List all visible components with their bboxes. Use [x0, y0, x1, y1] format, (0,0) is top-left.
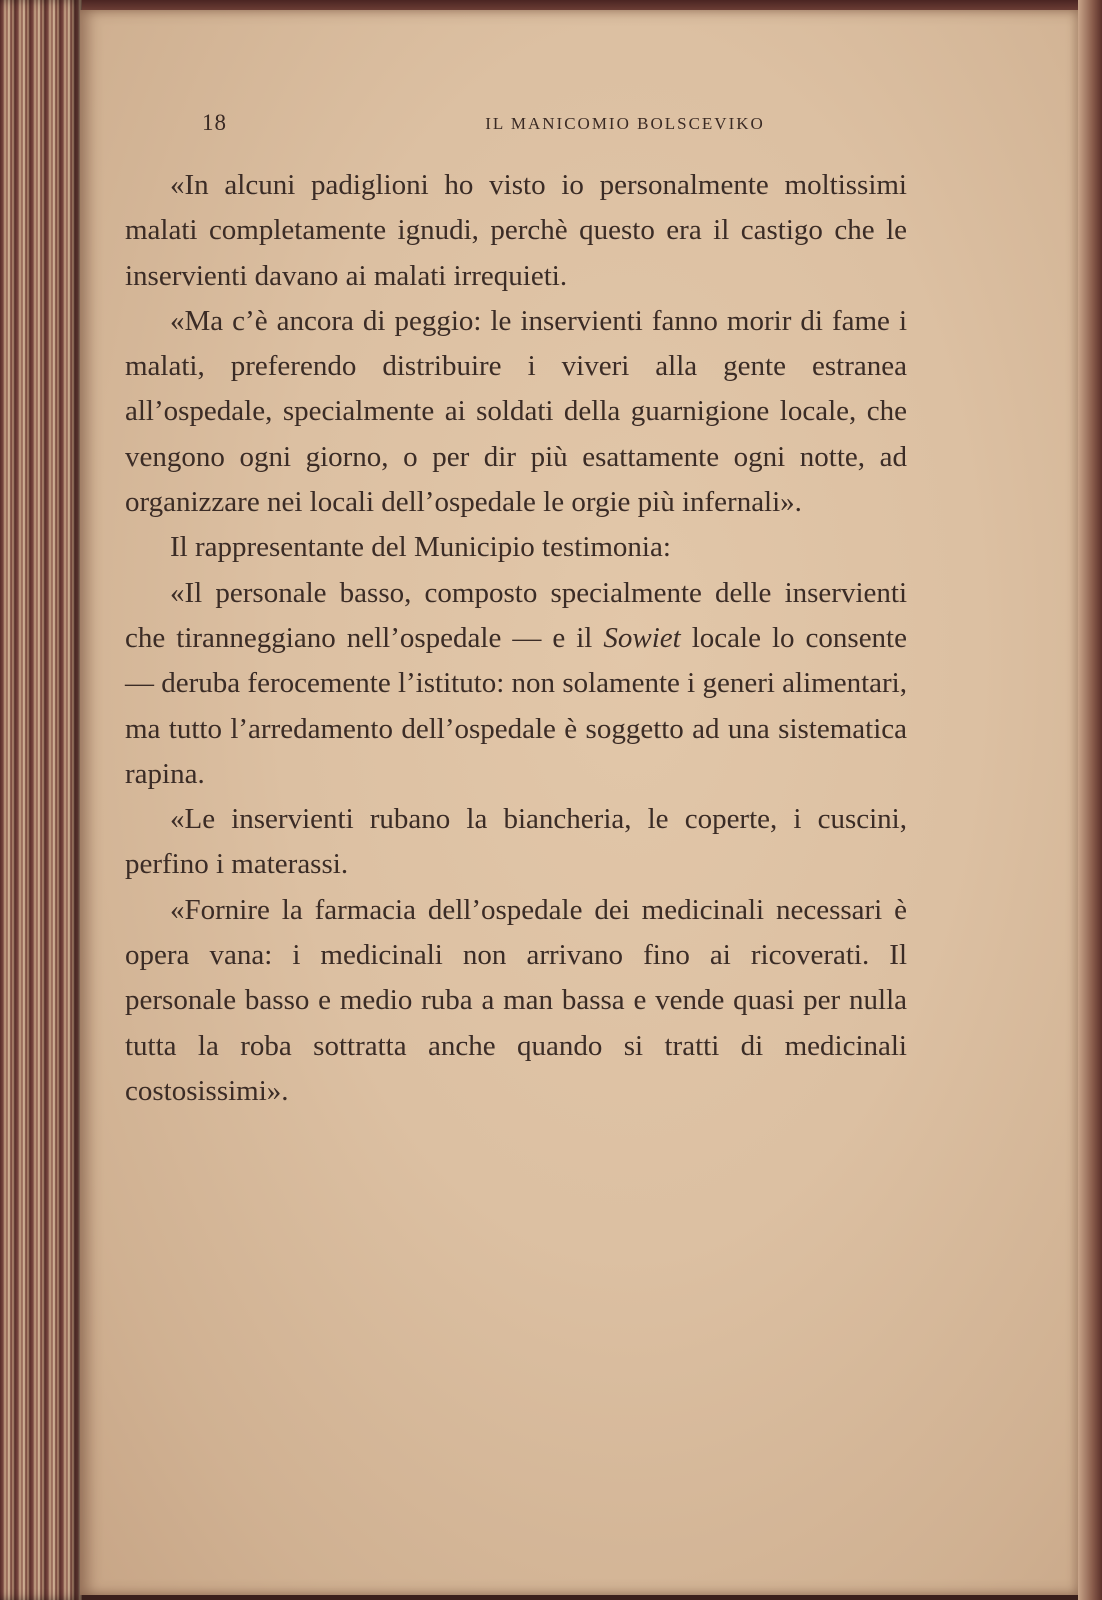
paragraph-2: «Ma c’è ancora di peggio: le inservienti fanno morir di fame i malati, preferendo distribuire i viveri alla gente estranea all’ospedale, specialmente ai soldati della guarnigione locale, che vengono ogni giorno, o per dir più esattamente ogni notte, ad organizzare nei locali dell’ospedale le orgie più infernali».: [125, 304, 907, 519]
paragraph-5: «Le inservienti rubano la biancheria, le coperte, i cuscini, perfino i materassi.: [125, 803, 907, 881]
italic-word-sowiet: Sowiet: [603, 621, 681, 654]
book-right-edge: [1078, 0, 1102, 1600]
paragraph-4-end: locale lo consente — deruba ferocemente l’istituto: non solamente i generi alimentari, ma tutto l’arredamento dell’ospedale è soggetto ad una sistematica rapina.: [125, 621, 907, 790]
paragraph-6: «Fornire la farmacia dell’ospedale dei medicinali necessari è opera vana: i medicinali non arrivano fino ai ricoverati. Il personale basso e medio ruba a man bassa e vende quasi per nulla tutta la roba sottratta anche quando si tratti di medicinali costosissimi».: [125, 893, 907, 1107]
paragraph-1: «In alcuni padiglioni ho visto io personalmente moltissimi malati completamente ignudi, perchè questo era il castigo che le inservienti davano ai malati irrequieti.: [125, 169, 907, 292]
page-number: 18: [202, 110, 227, 135]
paragraph-4-start: «Il personale basso, composto specialmente delle inservienti che tiranneggiano nell’ospedale — e il: [125, 576, 907, 654]
paragraph-3: Il rappresentante del Municipio testimonia:: [170, 531, 671, 564]
running-head: [202, 110, 988, 140]
body-text: [125, 163, 907, 1114]
book-top-edge: [0, 0, 1102, 10]
paragraph-4: [125, 571, 907, 797]
running-title: IL MANICOMIO BOLSCEVIKO: [485, 114, 765, 133]
book-binding: [0, 0, 82, 1600]
